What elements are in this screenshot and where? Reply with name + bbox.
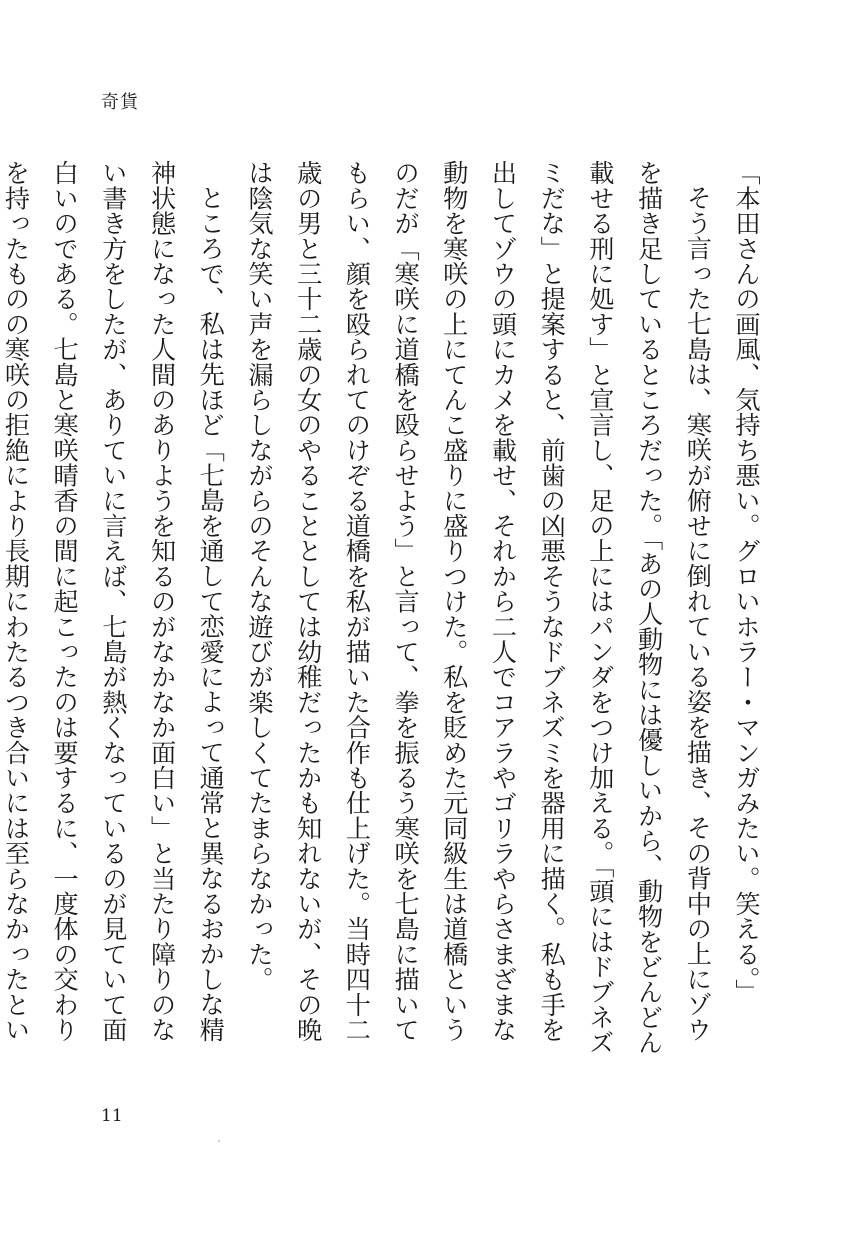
print-speck (218, 1140, 220, 1142)
page-number: 11 (101, 1106, 123, 1126)
paragraph-reflection: ところで、私は先ほど「七島を通して恋愛によって通常と異なるおかしな精神状態になった人間のありようを知るのがなかなか面白い」と当たり障りのない書き方をしたが、ありていに言えば、七島が熱くなっているのが見ていて面白いのである。七島と寒咲晴香の間に起こったのは要するに、一度体の交わりを持ったものの寒咲の拒絶により長期にわたるつき合いには至らなかったとい (1, 160, 226, 1042)
paragraph-dialogue: 「本田さんの画風、気持ち悪い。グロいホラー・マンガみたい。笑える。」 (732, 160, 761, 1005)
paragraph-drawing-game: そう言った七島は、寒咲が俯せに倒れている姿を描き、その背中の上にゾウを描き足しているところだった。「あの人動物には優しいから、動物をどんどん載せる刑に処す」と宣言し、足の上にはパンダをつけ加える。「頭にはドブネズミだな」と提案すると、前歯の凶悪そうなドブネズミを器用に描く。私も手を出してゾウの頭にカメを載せ、それから二人でコアラやゴリラやらさまざまな動物を寒咲の上にてんこ盛りに盛りつけた。私を貶めた元同級生は道橋というのだが「寒咲に道橋を殴らせよう」と言って、拳を振るう寒咲を七島に描いてもらい、顔を殴られてのけぞる道橋を私が描いた合作も仕上げた。当時四十二歳の男と三十二歳の女のやることとしては幼稚だったかも知れないが、その晩は陰気な笑い声を漏らしながらのそんな遊びが楽しくてたまらなかった。 (244, 160, 713, 1055)
main-body-text (1, 160, 770, 1060)
running-header-title: 奇貨 (101, 92, 139, 113)
